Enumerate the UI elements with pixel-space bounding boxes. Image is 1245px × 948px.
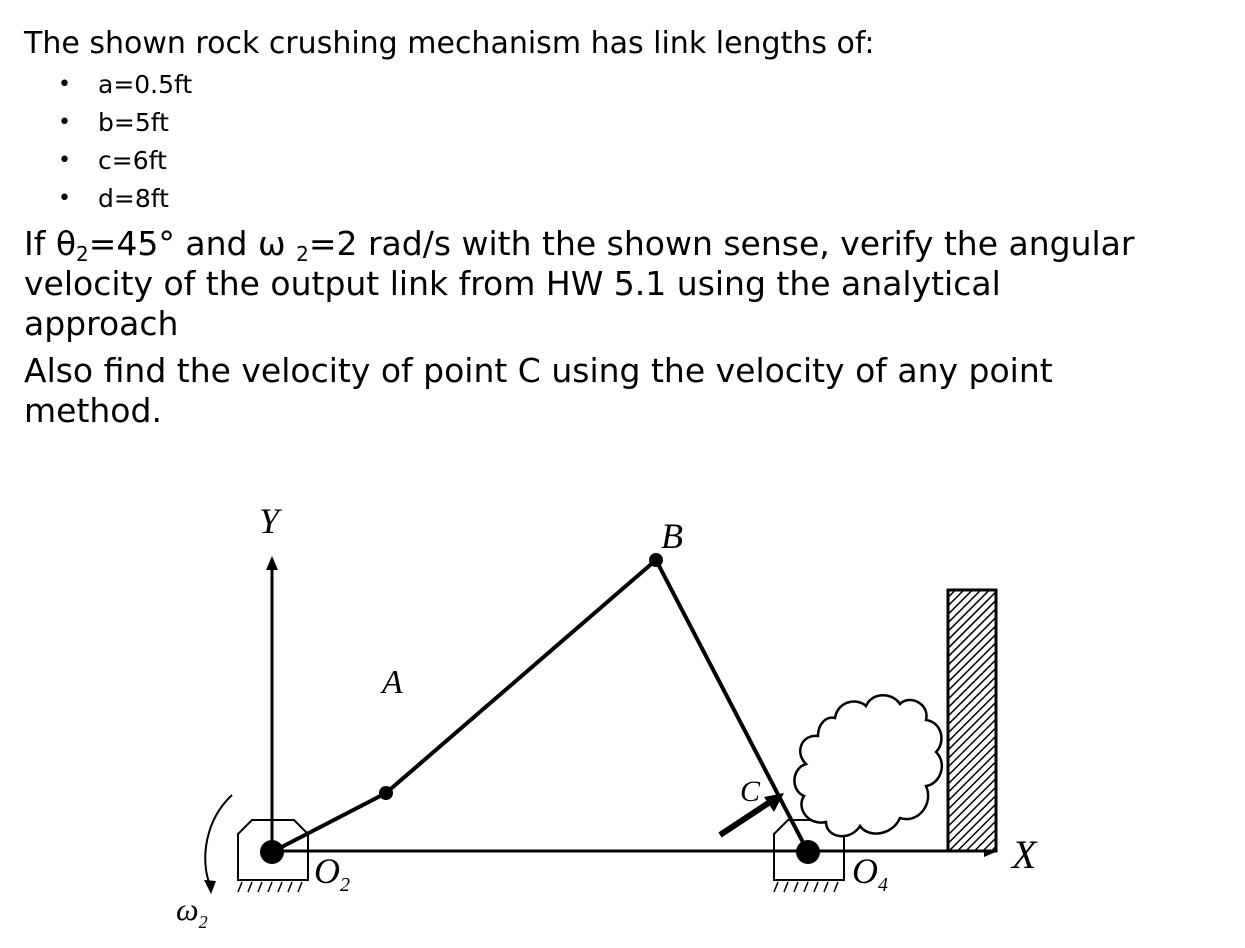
list-item: • d=8ft: [52, 180, 192, 218]
label-b: B: [661, 516, 683, 556]
link-crank-o2-a: [272, 793, 386, 852]
label-o4: $O_4$: [852, 851, 888, 896]
question-2-line-1: Also find the velocity of point C using the velocity of any point: [24, 351, 1053, 390]
problem-intro: The shown rock crushing mechanism has link lengths of:: [24, 26, 875, 61]
q1-subscript: 2: [76, 242, 89, 266]
q1-subscript-2: 2: [296, 242, 309, 266]
x-axis-label: X: [1012, 832, 1037, 877]
label-o2: $O_2$: [314, 851, 350, 896]
y-axis-arrowhead: [266, 556, 278, 570]
y-axis-label: Y: [259, 501, 280, 541]
omega-arrowhead: [204, 880, 216, 894]
label-c: C: [740, 775, 761, 808]
list-item: • c=6ft: [52, 142, 192, 180]
question-1-line-3: approach: [24, 304, 179, 343]
pin-o2: [260, 840, 284, 864]
link-rocker-b-o4: [656, 560, 808, 852]
crusher-wall: [948, 590, 996, 851]
omega-rotation-arrow: [205, 795, 232, 885]
q1-prefix: If θ: [24, 224, 77, 263]
list-item: • b=5ft: [52, 104, 192, 142]
list-item: • a=0.5ft: [52, 66, 192, 104]
label-a: A: [382, 664, 403, 701]
pin-a: [379, 786, 393, 800]
q1-line1-rest: =2 rad/s with the shown sense, verify the angular: [308, 224, 1135, 263]
link-coupler-a-b: [386, 560, 656, 793]
question-1-line-2: velocity of the output link from HW 5.1 using the analytical: [24, 264, 1001, 303]
label-omega: $\omega_2$: [176, 891, 208, 932]
question-2-line-2: method.: [24, 391, 162, 430]
q1-mid: =45° and ω: [88, 224, 297, 263]
pin-o4: [796, 840, 820, 864]
rock-cloud: [794, 695, 941, 836]
